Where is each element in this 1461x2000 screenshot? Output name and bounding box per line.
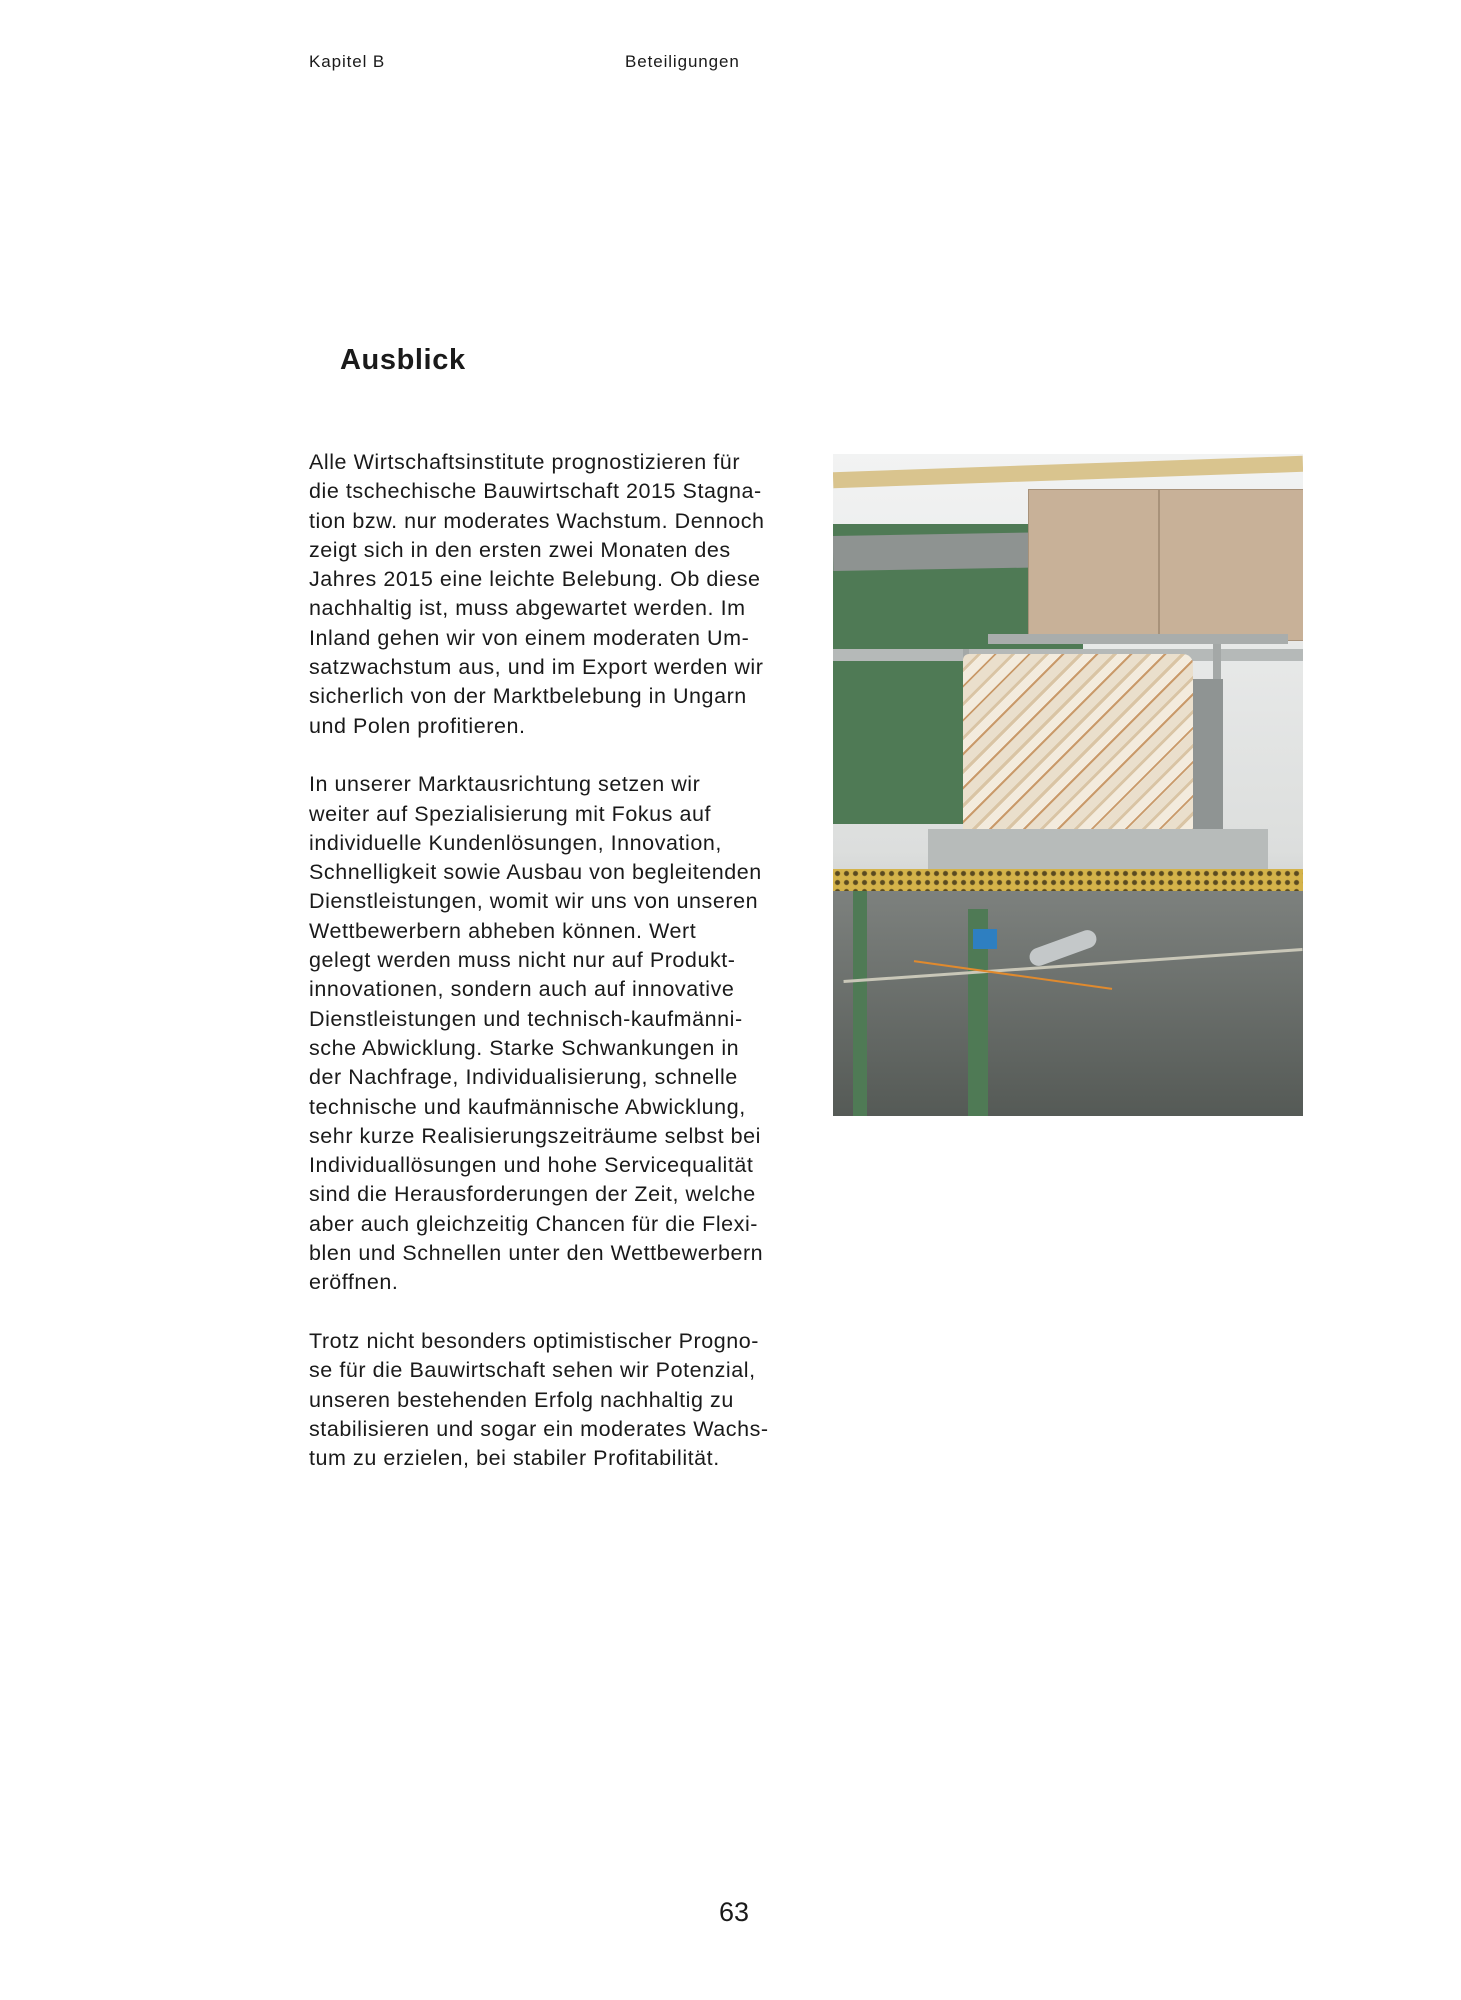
factory-photo	[833, 454, 1303, 1116]
paragraph	[309, 1327, 789, 1473]
text-line: gelegt werden muss nicht nur auf Produkt-	[309, 948, 736, 973]
text-line: der Nachfrage, Individualisierung, schnelle	[309, 1065, 738, 1090]
text-line: blen und Schnellen unter den Wettbewerbern	[309, 1241, 764, 1266]
text-line: weiter auf Spezialisierung mit Fokus auf	[309, 801, 712, 826]
text-line: nachhaltig ist, muss abgewartet werden. Im	[309, 596, 746, 621]
running-header-section: Beteiligungen	[625, 52, 740, 71]
text-line: Alle Wirtschaftsinstitute prognostizieren für	[309, 450, 741, 474]
text-line: die tschechische Bauwirtschaft 2015 Stagna-	[309, 479, 762, 504]
text-line: satzwachstum aus, und im Export werden wir	[309, 655, 764, 680]
text-line: In unserer Marktausrichtung setzen wir	[309, 772, 701, 797]
text-line: innovationen, sondern auch auf innovative	[309, 977, 735, 1002]
text-line: unseren bestehenden Erfolg nachhaltig zu	[309, 1387, 734, 1412]
text-line: Inland gehen wir von einem moderaten Um-	[309, 625, 750, 650]
text-line: Dienstleistungen, womit wir uns von unseren	[309, 889, 759, 914]
text-line: sicherlich von der Marktbelebung in Ungarn	[309, 684, 747, 709]
body-text	[309, 448, 789, 1503]
page-number: 63	[719, 1897, 750, 1927]
text-line: Dienstleistungen und technisch-kaufmänni-	[309, 1006, 743, 1031]
text-line: tum zu erzielen, bei stabiler Profitabilität.	[309, 1446, 720, 1471]
paragraph	[309, 448, 789, 741]
text-line: und Polen profitieren.	[309, 713, 526, 738]
text-line: sche Abwicklung. Starke Schwankungen in	[309, 1035, 740, 1060]
text-line: Trotz nicht besonders optimistischer Progno-	[309, 1328, 760, 1353]
text-line: zeigt sich in den ersten zwei Monaten des	[309, 537, 731, 562]
text-line: Wettbewerbern abheben können. Wert	[309, 918, 697, 943]
text-line: se für die Bauwirtschaft sehen wir Potenzial,	[309, 1358, 756, 1383]
text-line: technische und kaufmännische Abwicklung,	[309, 1094, 746, 1119]
text-line: Jahres 2015 eine leichte Belebung. Ob diese	[309, 567, 761, 592]
text-line: sehr kurze Realisierungszeiträume selbst bei	[309, 1123, 762, 1148]
text-line: Schnelligkeit sowie Ausbau von begleitenden	[309, 860, 762, 885]
paragraph	[309, 770, 789, 1297]
text-line: eröffnen.	[309, 1270, 399, 1295]
text-line: stabilisieren und sogar ein moderates Wachs-	[309, 1416, 769, 1441]
running-header-chapter: Kapitel B	[309, 52, 386, 71]
text-line: individuelle Kundenlösungen, Innovation,	[309, 830, 722, 855]
text-line: tion bzw. nur moderates Wachstum. Dennoch	[309, 508, 765, 533]
text-line: Individuallösungen und hohe Servicequalität	[309, 1153, 754, 1178]
section-heading: Ausblick	[340, 344, 466, 376]
text-line: aber auch gleichzeitig Chancen für die Flexi-	[309, 1211, 759, 1236]
text-line: sind die Herausforderungen der Zeit, welche	[309, 1182, 756, 1207]
